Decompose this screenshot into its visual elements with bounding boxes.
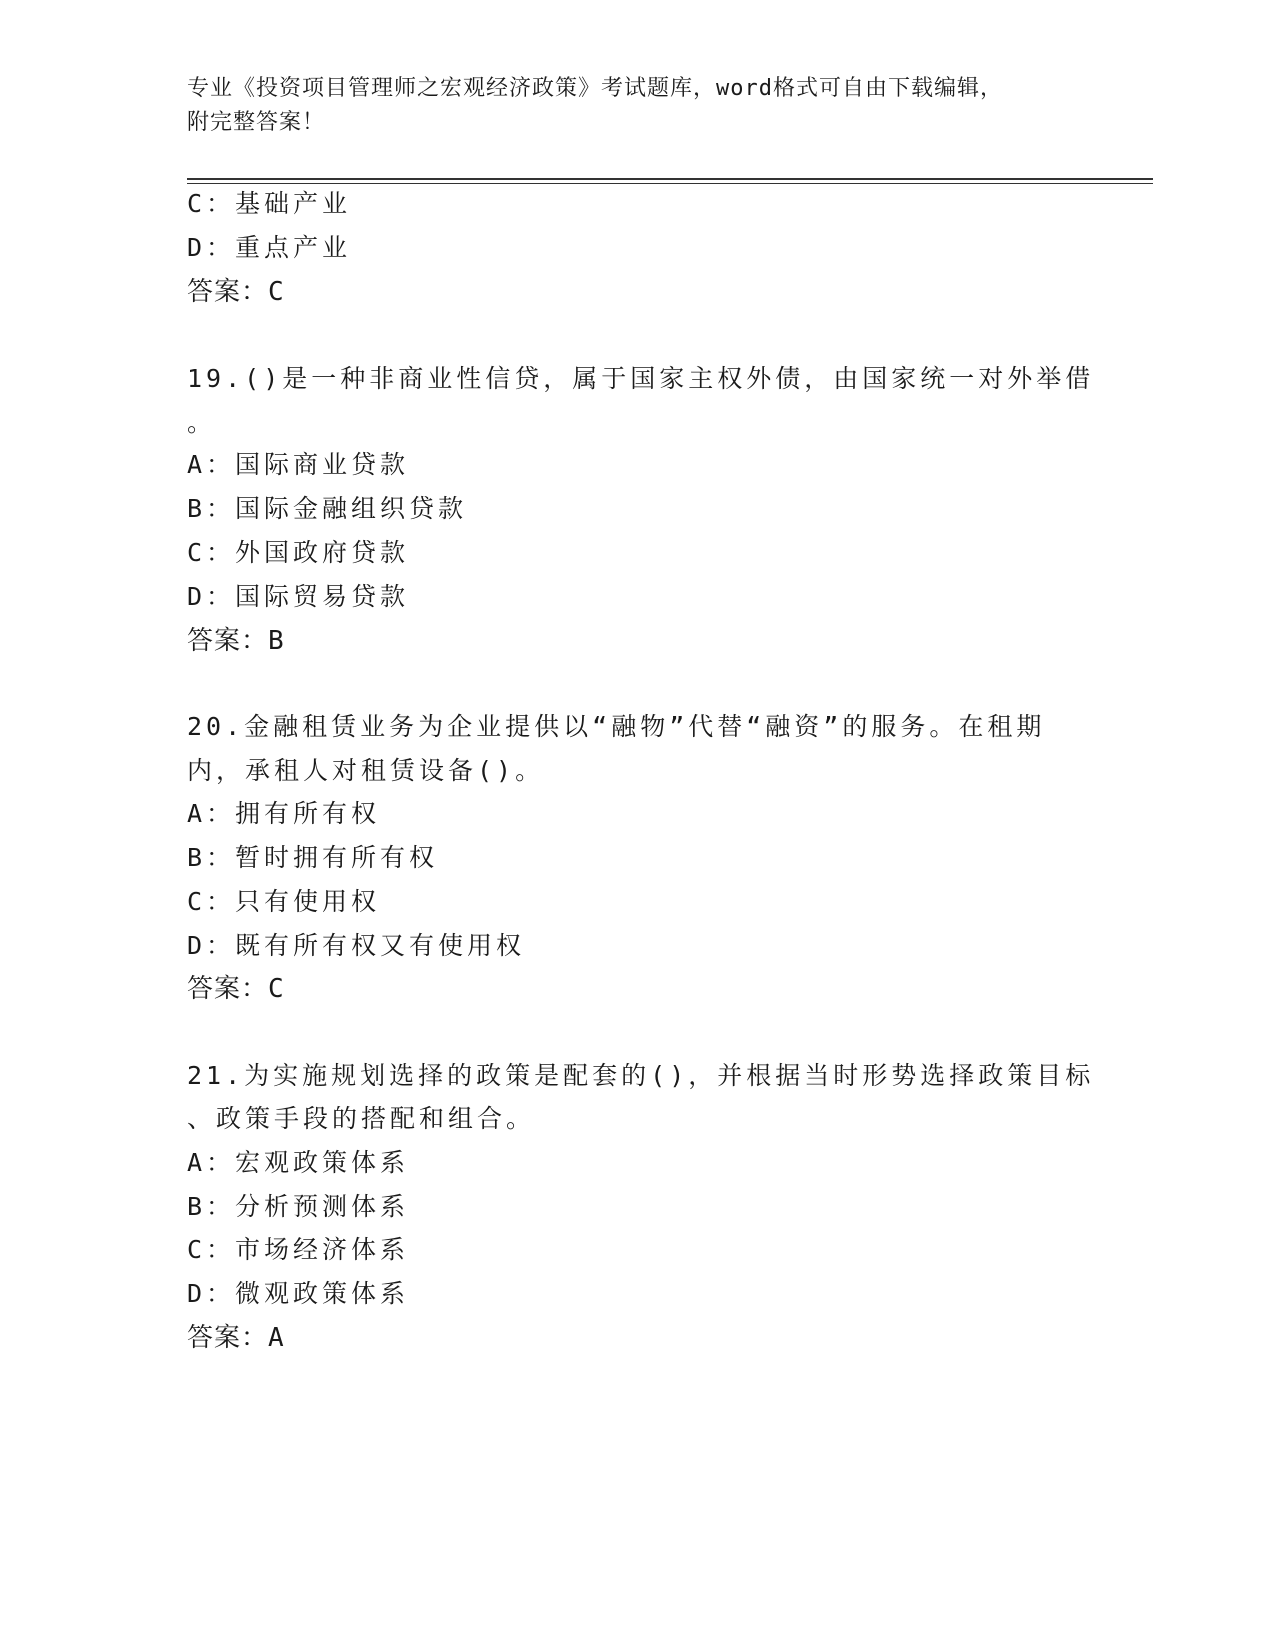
q20-option-a: A：拥有所有权 [187, 799, 381, 828]
q19-stem-line-1: 19.()是一种非商业性信贷，属于国家主权外债，由国家统一对外举借 [187, 364, 1095, 393]
q20-option-b: B：暂时拥有所有权 [187, 843, 439, 872]
q19-stem-line-2: 。 [187, 408, 217, 437]
q21-option-b: B：分析预测体系 [187, 1192, 410, 1221]
header-divider-thick [187, 178, 1153, 180]
q21-answer: 答案：A [187, 1323, 285, 1353]
q19-answer: 答案：B [187, 626, 285, 656]
q21-option-a: A：宏观政策体系 [187, 1148, 410, 1177]
q21-stem-line-2: 、政策手段的搭配和组合。 [187, 1104, 536, 1133]
q19-option-a: A：国际商业贷款 [187, 450, 410, 479]
header-line-2: 附完整答案！ [187, 110, 326, 135]
q18-answer: 答案：C [187, 277, 285, 307]
q20-option-d: D：既有所有权又有使用权 [187, 931, 526, 960]
q21-option-c: C：市场经济体系 [187, 1235, 410, 1264]
q19-option-d: D：国际贸易贷款 [187, 582, 410, 611]
q20-stem-line-1: 20.金融租赁业务为企业提供以“融物”代替“融资”的服务。在租期 [187, 712, 1046, 741]
header-divider-thin [187, 183, 1153, 184]
q20-stem-line-2: 内，承租人对租赁设备()。 [187, 756, 545, 785]
header-line-1: 专业《投资项目管理师之宏观经济政策》考试题库，word格式可自由下载编辑， [187, 76, 1003, 101]
q19-option-b: B：国际金融组织贷款 [187, 494, 468, 523]
q21-stem-line-1: 21.为实施规划选择的政策是配套的()，并根据当时形势选择政策目标 [187, 1061, 1095, 1090]
q18-option-d: D：重点产业 [187, 233, 352, 262]
q20-option-c: C：只有使用权 [187, 887, 381, 916]
q20-answer: 答案：C [187, 974, 285, 1004]
q18-option-c: C：基础产业 [187, 189, 352, 218]
document-header [187, 72, 1087, 140]
q19-option-c: C：外国政府贷款 [187, 538, 410, 567]
q21-option-d: D：微观政策体系 [187, 1279, 410, 1308]
